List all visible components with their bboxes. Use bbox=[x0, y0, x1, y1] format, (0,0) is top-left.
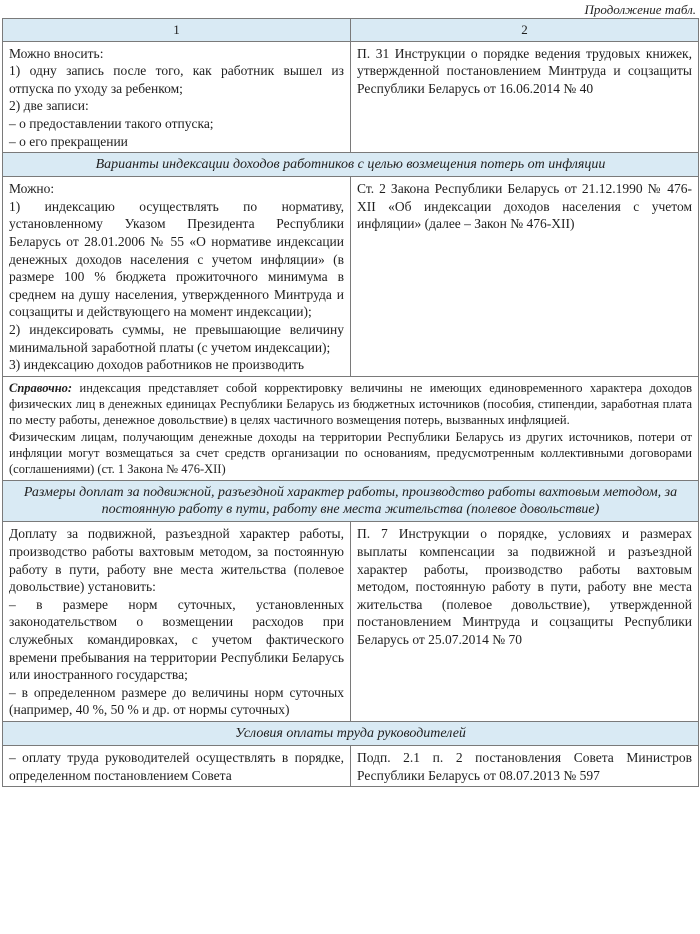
section-title-row bbox=[3, 481, 699, 522]
row3-left-line: Доплату за подвижной, разъездной характер работы, производство работы вахтовым методом, за постоянную работу в пути, работу вне места жительства (полевое довольствие) установить: bbox=[9, 526, 344, 595]
row3-left-line: – в размере норм суточных, установленных законодательством о возмещении расходов при служебных командировках, с учетом фактического времени пребывания на территории Республики Беларусь или иностранного государства; bbox=[9, 596, 344, 683]
column-header-2: 2 bbox=[351, 19, 699, 42]
reference-note-paragraph bbox=[9, 380, 692, 429]
continuation-label: Продолжение табл. bbox=[584, 2, 696, 17]
table-row bbox=[3, 41, 699, 153]
row2-left-line: 2) индексировать суммы, не превышающие величину минимальной заработной платы (с учетом индексации); bbox=[9, 321, 344, 355]
reference-label: Справочно: bbox=[9, 380, 73, 395]
reference-note-cell bbox=[3, 376, 699, 481]
table-row bbox=[3, 177, 699, 377]
table-row bbox=[3, 522, 699, 722]
row2-left-line: 3) индексацию доходов работников не производить bbox=[9, 357, 305, 373]
row1-left-line: – о предоставлении такого отпуска; bbox=[9, 115, 214, 131]
row1-left-line: Можно вносить: bbox=[9, 45, 104, 61]
column-header-1: 1 bbox=[3, 19, 351, 42]
row3-right-cell: П. 7 Инструкции о порядке, условиях и размерах выплаты компенсации за подвижной и разъездной характер работы, производство работы вахтовым методом, постоянную работу в пути, работу вне места жительства (полевое довольствие), утвержденной постановлением Минтруда и соцзащиты Республики Беларусь от 25.07.2014 № 70 bbox=[351, 522, 699, 722]
row4-right-cell: Подп. 2.1 п. 2 постановления Совета Министров Республики Беларусь от 08.07.2013 № 597 bbox=[351, 746, 699, 787]
legal-table bbox=[2, 18, 699, 787]
row1-left-line: 2) две записи: bbox=[9, 98, 89, 114]
table-row bbox=[3, 746, 699, 787]
row2-left-line: Можно: bbox=[9, 181, 55, 197]
row4-left-cell: – оплату труда руководителей осуществлять в порядке, определенном постановлением Совета bbox=[3, 746, 351, 787]
row1-right-cell: П. 31 Инструкции о порядке ведения трудовых книжек, утвержденной постановлением Минтруда и соцзащиты Республики Беларусь от 16.06.2014 № 40 bbox=[351, 41, 699, 153]
section-title-managers-pay: Условия оплаты труда руководителей bbox=[3, 722, 699, 746]
reference-text: индексация представляет собой корректировку величины не имеющих единовременного характера доходов физических лиц в денежных единицах Республики Беларусь из бюджетных источников (пособия, стипендии, заработная плата по месту работы, денежное довольствие) в целях частичного возмещения потерь, вызванных инфляцией. bbox=[9, 380, 692, 428]
row1-left-line: 1) одну запись после того, как работник вышел из отпуска по уходу за ребенком; bbox=[9, 63, 344, 96]
section-title-indexation: Варианты индексации доходов работников с целью возмещения потерь от инфляции bbox=[3, 153, 699, 177]
row1-left-line: – о его прекращении bbox=[9, 133, 128, 149]
row3-left-line: – в определенном размере до величины норм суточных (например, 40 %, 50 % и др. от нормы суточных) bbox=[9, 684, 344, 718]
row1-left-cell bbox=[3, 41, 351, 153]
section-title-row bbox=[3, 153, 699, 177]
section-title-row bbox=[3, 722, 699, 746]
row2-left-cell bbox=[3, 177, 351, 377]
row3-left-cell bbox=[3, 522, 351, 722]
reference-text-2: Физическим лицам, получающим денежные доходы на территории Республики Беларусь из других источников, потери от инфляции могут возмещаться за счет средств организации по основаниям, предусмотренным коллективными договорами (соглашениями) (ст. 1 Закона № 476-XII) bbox=[9, 429, 692, 477]
row2-left-line: 1) индексацию осуществлять по нормативу, установленному Указом Президента Республики Беларусь от 28.01.2006 № 55 «О нормативе индексации денежных доходов населения с учетом инфляции» (в размере 100 % бюджета прожиточного минимума в среднем на душу населения, утвержденного Минтруда и соцзащиты и действующего на момент индексации); bbox=[9, 198, 344, 320]
reference-note-row bbox=[3, 376, 699, 481]
section-title-allowances: Размеры доплат за подвижной, разъездной характер работы, производство работы вахтовым методом, за постоянную работу в пути, работу вне места жительства (полевое довольствие) bbox=[3, 481, 699, 522]
row2-right-cell: Ст. 2 Закона Республики Беларусь от 21.12.1990 № 476-XII «Об индексации доходов населения с учетом инфляции» (далее – Закон № 476-XII) bbox=[351, 177, 699, 377]
table-header-row bbox=[3, 19, 699, 42]
